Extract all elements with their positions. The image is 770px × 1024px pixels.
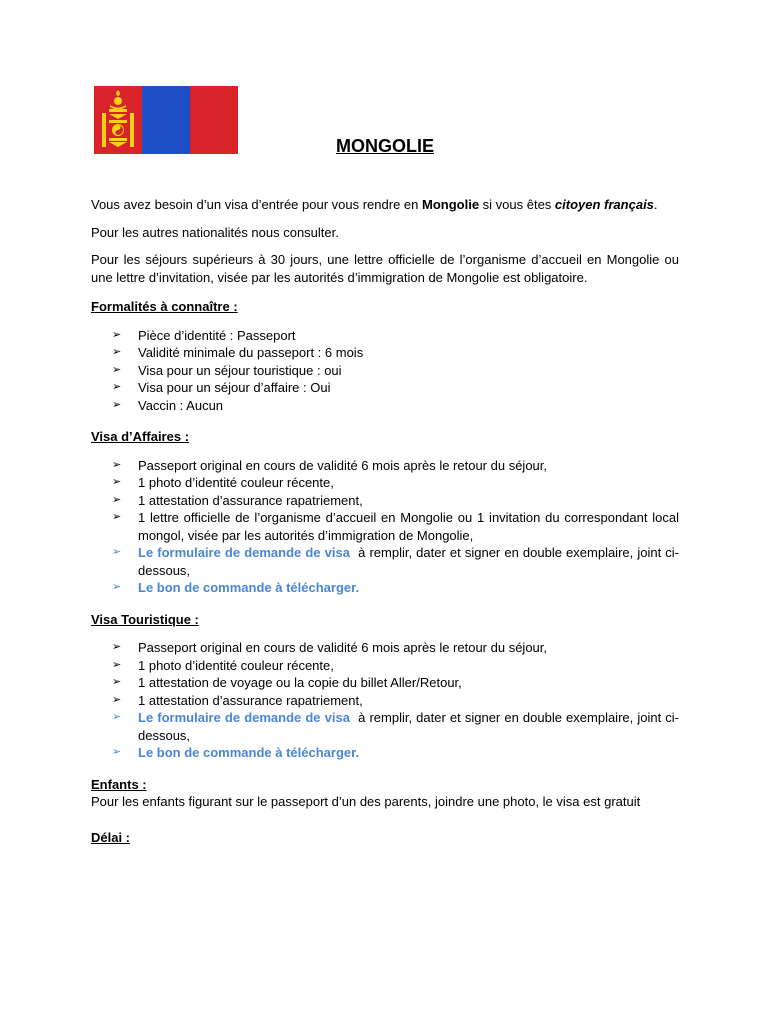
list-item: ➢ Passeport original en cours de validité 6 mois après le retour du séjour, bbox=[112, 640, 547, 655]
list-item: ➢ Vaccin : Aucun bbox=[112, 397, 224, 413]
list-item: ➢ Le formulaire de demande de visa à remplir, dater et signer en double exemplaire, joint ci-dessous, bbox=[112, 710, 679, 743]
document-body bbox=[91, 196, 679, 856]
list-item bbox=[91, 744, 679, 762]
intro-paragraph-2: Pour les autres nationalités nous consulter. bbox=[91, 224, 339, 240]
section-title-delai: Délai : bbox=[91, 829, 131, 845]
arrow-bullet-icon: ➢ bbox=[112, 676, 122, 688]
visa-form-link[interactable]: Le formulaire de demande de visa bbox=[138, 545, 350, 560]
list-formalites bbox=[91, 327, 679, 415]
arrow-bullet-icon: ➢ bbox=[112, 511, 122, 523]
arrow-bullet-icon: ➢ bbox=[112, 711, 122, 723]
visa-form-link[interactable]: Le formulaire de demande de visa bbox=[138, 710, 350, 725]
list-item: ➢ 1 photo d’identité couleur récente, bbox=[112, 475, 334, 490]
arrow-bullet-icon: ➢ bbox=[112, 363, 122, 376]
list-item: ➢ 1 attestation d’assurance rapatriement, bbox=[112, 492, 363, 508]
arrow-bullet-icon: ➢ bbox=[112, 458, 122, 471]
list-item: ➢ Validité minimale du passeport : 6 mois bbox=[112, 345, 364, 360]
list-item: ➢ 1 photo d’identité couleur récente, bbox=[112, 657, 334, 673]
section-title-enfants: Enfants : bbox=[91, 776, 147, 792]
list-item: ➢ Visa pour un séjour d’affaire : Oui bbox=[112, 380, 331, 395]
section-title-affaires: Visa d’Affaires : bbox=[91, 429, 190, 444]
arrow-bullet-icon: ➢ bbox=[112, 328, 122, 341]
order-form-link[interactable]: Le bon de commande à télécharger. bbox=[138, 745, 360, 760]
arrow-bullet-icon: ➢ bbox=[112, 398, 122, 411]
enfants-paragraph: Pour les enfants figurant sur le passeport d’un des parents, joindre une photo, le visa est gratuit bbox=[91, 794, 641, 809]
intro-paragraph-3: Pour les séjours supérieurs à 30 jours, une lettre officielle de l’organisme d’accueil en Mongolie ou une lettre d’invitation, visée par les autorités d’immigration de Mongolie est obligatoire. bbox=[91, 252, 679, 285]
arrow-bullet-icon: ➢ bbox=[112, 381, 122, 393]
section-title-touristique: Visa Touristique : bbox=[91, 611, 199, 627]
arrow-bullet-icon: ➢ bbox=[112, 693, 122, 706]
list-item: ➢ Pièce d’identité : Passeport bbox=[112, 327, 296, 343]
arrow-bullet-icon: ➢ bbox=[112, 581, 122, 593]
list-touristique bbox=[91, 639, 679, 762]
list-affaires bbox=[91, 457, 679, 597]
list-item: ➢ Le formulaire de demande de visa à remplir, dater et signer en double exemplaire, joint ci-dessous, bbox=[112, 545, 679, 578]
page-title: MONGOLIE bbox=[336, 136, 434, 156]
arrow-bullet-icon: ➢ bbox=[112, 746, 122, 758]
list-item: ➢ Visa pour un séjour touristique : oui bbox=[112, 362, 342, 378]
list-item bbox=[91, 579, 679, 597]
section-title-formalites: Formalités à connaître : bbox=[91, 299, 238, 314]
arrow-bullet-icon: ➢ bbox=[112, 476, 122, 488]
list-item: ➢ Passeport original en cours de validité 6 mois après le retour du séjour, bbox=[112, 457, 547, 473]
list-item: ➢ 1 attestation de voyage ou la copie du billet Aller/Retour, bbox=[112, 675, 462, 690]
arrow-bullet-icon: ➢ bbox=[112, 641, 122, 653]
list-item: ➢ 1 lettre officielle de l’organisme d’accueil en Mongolie ou 1 invitation du correspondant local mongol, visée par les autorités d’immigration de Mongolie, bbox=[112, 510, 679, 543]
arrow-bullet-icon: ➢ bbox=[112, 493, 122, 506]
arrow-bullet-icon: ➢ bbox=[112, 346, 122, 358]
list-item: ➢ 1 attestation d’assurance rapatriement, bbox=[112, 692, 363, 708]
arrow-bullet-icon: ➢ bbox=[112, 658, 122, 671]
order-form-link[interactable]: Le bon de commande à télécharger. bbox=[138, 580, 360, 595]
intro-paragraph-1: Vous avez besoin d’un visa d’entrée pour vous rendre en Mongolie si vous êtes citoyen français. bbox=[91, 197, 658, 212]
arrow-bullet-icon: ➢ bbox=[112, 546, 122, 558]
